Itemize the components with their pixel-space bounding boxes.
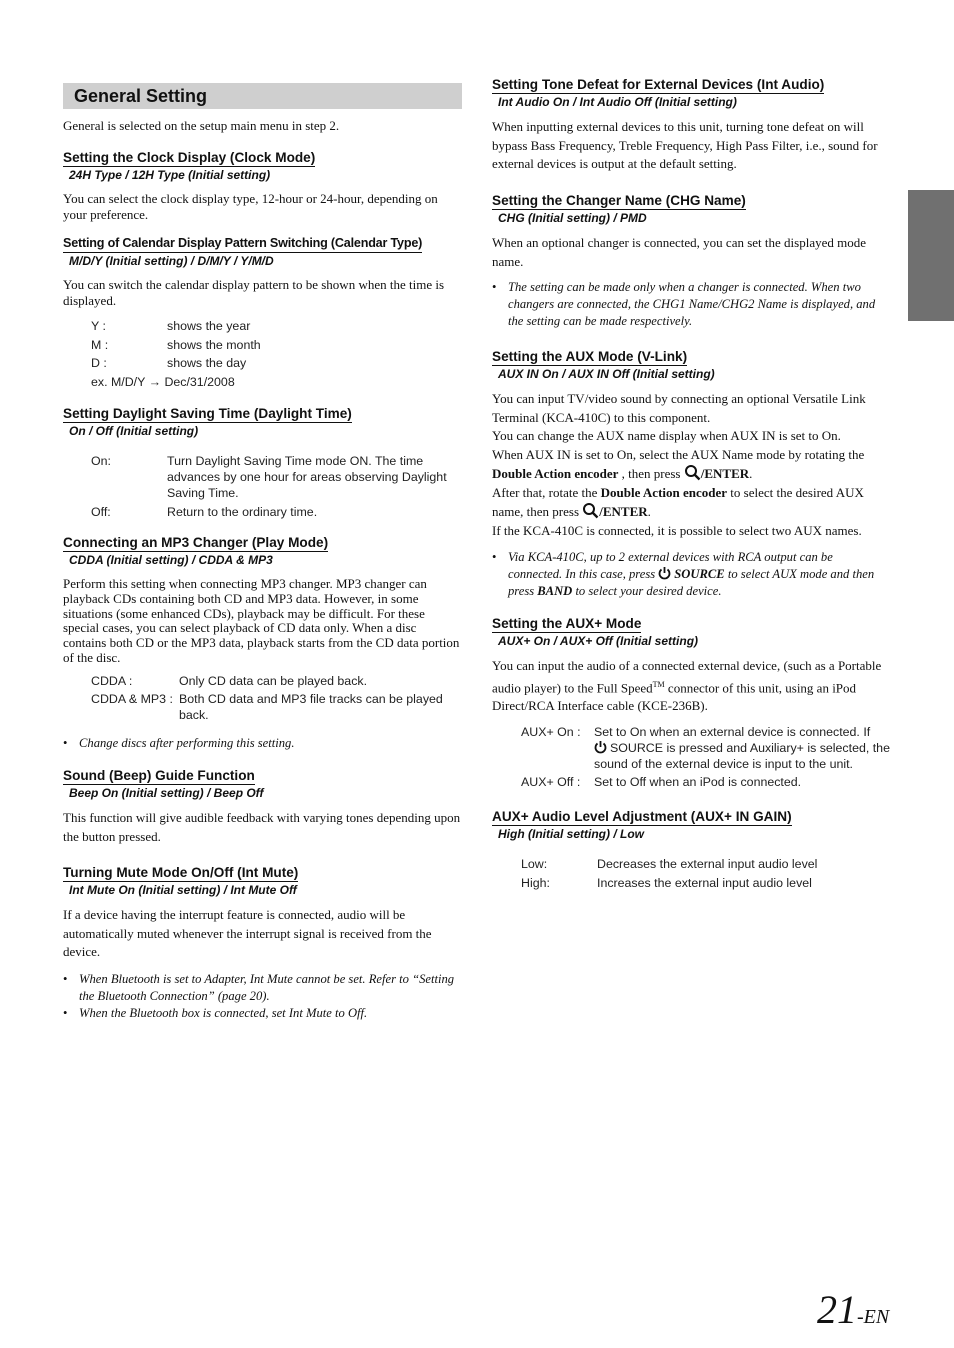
auxplus-heading: Setting the AUX+ Mode xyxy=(492,616,642,631)
intro-text: General is selected on the setup main menu in step 2. xyxy=(63,118,340,133)
definition-row xyxy=(91,504,462,520)
gain-heading: AUX+ Audio Level Adjustment (AUX+ IN GAIN) xyxy=(492,809,792,824)
mute-options: Int Mute On (Initial setting) / Int Mute Off xyxy=(69,883,297,897)
note-text: The setting can be made only when a changer is connected. When two changers are connected, the CHG1 Name/CHG2 Name is displayed, and the setting can be made respectively. xyxy=(508,280,876,328)
definition-row xyxy=(91,337,462,353)
calendar-definitions xyxy=(91,318,462,390)
definition-value: Return to the ordinary time. xyxy=(167,504,318,519)
definition-key: On: xyxy=(91,454,111,468)
aux-options: AUX IN On / AUX IN Off (Initial setting) xyxy=(498,367,715,381)
definition-row xyxy=(91,355,462,371)
chg-body: When an optional changer is connected, you can set the displayed mode name. xyxy=(492,235,866,269)
definition-text: Set to On when an external device is connected. If xyxy=(594,724,871,739)
aux-section xyxy=(492,348,890,600)
gain-definitions xyxy=(521,856,890,891)
definition-row xyxy=(521,724,890,772)
source-label: SOURCE xyxy=(610,740,664,755)
calendar-heading: Setting of Calendar Display Pattern Switching (Calendar Type) xyxy=(63,235,422,253)
definition-row xyxy=(521,774,890,790)
auxplus-definitions xyxy=(521,724,890,791)
source-label: SOURCE xyxy=(674,567,725,581)
bullet-dot: • xyxy=(63,736,68,751)
bullet-dot: • xyxy=(492,280,497,294)
bullet-dot: • xyxy=(492,550,497,564)
chg-heading: Setting the Changer Name (CHG Name) xyxy=(492,193,746,208)
power-icon xyxy=(658,566,671,580)
page-title: General Setting xyxy=(63,83,462,109)
calendar-body: You can switch the calendar display pattern to be shown when the time is displayed. xyxy=(63,277,445,308)
beep-options: Beep On (Initial setting) / Beep Off xyxy=(69,786,264,800)
definition-key: Low: xyxy=(521,857,548,871)
definition-row xyxy=(91,691,462,723)
chg-section xyxy=(492,192,890,330)
daylight-definitions xyxy=(91,453,462,520)
definition-row xyxy=(91,318,462,334)
auxplus-text: connector of this unit, using an iPod Direct/RCA Interface cable (KCE-236B). xyxy=(492,679,857,714)
daylight-section xyxy=(63,405,462,522)
aux-paragraph-4: After that, rotate the Double Action encoder to select the desired AUX name, then press /ENTER. xyxy=(492,484,864,519)
definition-text: is pressed and Auxiliary+ is selected, the sound of the external device is input to the unit. xyxy=(594,740,890,771)
mp3-definitions xyxy=(91,673,462,724)
band-label: BAND xyxy=(537,584,573,598)
tone-body: When inputting external devices to this unit, turning tone defeat on will bypass Bass Frequency, Treble Frequency, High Pass Filter, i.e., sound for external devices is output at the default setting. xyxy=(492,119,878,171)
search-icon xyxy=(684,464,701,481)
page-number-value: 21 xyxy=(817,1287,857,1332)
definition-value: Set to Off when an iPod is connected. xyxy=(594,775,802,790)
aux-note xyxy=(492,549,890,600)
auxplus-options: AUX+ On / AUX+ Off (Initial setting) xyxy=(498,634,699,648)
definition-value: Both CD data and MP3 file tracks can be played back. xyxy=(179,692,443,723)
definition-row xyxy=(91,453,462,501)
mp3-section xyxy=(63,534,462,752)
daylight-options: On / Off (Initial setting) xyxy=(69,424,199,438)
bullet-dot: • xyxy=(63,971,68,986)
tone-section xyxy=(492,76,890,174)
definition-value: shows the year xyxy=(167,319,251,333)
definition-value: Decreases the external input audio level xyxy=(597,857,818,871)
auxplus-text: You can input the audio of a connected external device, (such as a Portable audio player) to the Full Speed xyxy=(492,658,882,695)
definition-value: Increases the external input audio level xyxy=(597,875,812,890)
search-icon xyxy=(582,502,599,519)
definition-key: Y : xyxy=(91,319,106,333)
definition-key: M : xyxy=(91,337,109,352)
trademark-mark: TM xyxy=(652,679,665,689)
enter-label: /ENTER xyxy=(700,466,750,481)
mute-body: If a device having the interrupt feature is connected, audio will be automatically muted whenever the interrupt signal is received from the device. xyxy=(63,907,432,959)
mute-section xyxy=(63,864,462,1022)
aux-paragraph-3: When AUX IN is set to On, select the AUX Name mode by rotating the Double Action encoder , then press /ENTER. xyxy=(492,446,865,481)
aux-text: to select the desired AUX name, then press xyxy=(492,484,864,519)
aux-text: After that, rotate the xyxy=(492,484,598,500)
power-icon xyxy=(594,740,607,754)
definition-row xyxy=(91,673,462,689)
note-text: to select your desired device. xyxy=(575,584,722,598)
clock-body: You can select the clock display type, 12-hour or 24-hour, depending on your preference. xyxy=(63,191,438,222)
chg-options: CHG (Initial setting) / PMD xyxy=(498,211,647,225)
tone-options: Int Audio On / Int Audio Off (Initial setting) xyxy=(498,95,737,109)
note-text: Change discs after performing this setting. xyxy=(79,736,295,751)
definition-key: High: xyxy=(521,875,550,890)
page-number-suffix: -EN xyxy=(857,1306,890,1328)
definition-value xyxy=(594,724,890,772)
bullet-dot: • xyxy=(63,1005,68,1020)
enter-label: /ENTER xyxy=(599,504,648,519)
gain-options: High (Initial setting) / Low xyxy=(498,827,644,841)
page-number xyxy=(817,1288,889,1339)
calendar-section xyxy=(63,234,462,393)
clock-options: 24H Type / 12H Type (Initial setting) xyxy=(69,168,271,182)
definition-value: shows the day xyxy=(167,356,247,370)
definition-key: Off: xyxy=(91,504,111,519)
section-tab-marker xyxy=(908,190,954,321)
aux-paragraph-5: If the KCA-410C is connected, it is possible to select two AUX names. xyxy=(492,522,862,538)
beep-body: This function will give audible feedback with varying tones depending upon the button pressed. xyxy=(63,810,461,844)
encoder-label: Double Action encoder xyxy=(492,466,619,481)
encoder-label: Double Action encoder xyxy=(600,484,728,500)
definition-key: CDDA : xyxy=(91,673,133,688)
mute-heading: Turning Mute Mode On/Off (Int Mute) xyxy=(63,865,299,880)
note-text: When Bluetooth is set to Adapter, Int Mute cannot be set. Refer to “Setting the Bluetooth Connection” (page 20). xyxy=(79,971,455,1003)
definition-key: AUX+ On : xyxy=(521,724,581,739)
beep-section xyxy=(63,767,462,846)
note-text: Via KCA-410C, up to 2 external devices with RCA output can be connected. In this case, press xyxy=(508,550,833,581)
definition-value: shows the month xyxy=(167,337,261,352)
mp3-options: CDDA (Initial setting) / CDDA & MP3 xyxy=(69,553,273,567)
aux-text: When AUX IN is set to On, select the AUX Name mode by rotating the xyxy=(492,446,865,462)
tone-heading: Setting Tone Defeat for External Devices (Int Audio) xyxy=(492,77,825,92)
aux-paragraph-1: You can input TV/video sound by connecting an optional Versatile Link Terminal (KCA-410C) to this component. xyxy=(492,391,866,425)
mp3-heading: Connecting an MP3 Changer (Play Mode) xyxy=(63,535,329,550)
beep-heading: Sound (Beep) Guide Function xyxy=(63,768,255,783)
mute-note xyxy=(63,1005,462,1022)
mp3-note xyxy=(63,735,462,752)
definition-row xyxy=(521,875,890,891)
clock-heading: Setting the Clock Display (Clock Mode) xyxy=(63,150,316,165)
definition-key: AUX+ Off : xyxy=(521,775,581,790)
gain-section xyxy=(492,808,890,893)
definition-key: D : xyxy=(91,356,107,370)
auxplus-section xyxy=(492,615,890,793)
mp3-body: Perform this setting when connecting MP3 changer. MP3 changer can playback CDs containing both CD and MP3 data. However, in some situations (some enhanced CDs), playback may be difficult. For these special cases, you can select playback of CD data only. When a disc contains both CD or the MP3 data, playback starts from the CD data portion of the disc. xyxy=(63,576,460,665)
aux-heading: Setting the AUX Mode (V-Link) xyxy=(492,349,688,364)
definition-key: CDDA & MP3 : xyxy=(91,692,173,707)
definition-value: Turn Daylight Saving Time mode ON. The time advances by one hour for areas observing Daylight Saving Time. xyxy=(167,454,447,500)
definition-value: Only CD data can be played back. xyxy=(179,673,368,688)
clock-section xyxy=(63,149,462,223)
aux-text: , then press xyxy=(621,466,681,481)
aux-body xyxy=(492,390,890,540)
mute-note xyxy=(63,971,462,1005)
note-text: to select AUX mode and then press xyxy=(508,567,875,598)
chg-note xyxy=(492,279,890,330)
note-text: When the Bluetooth box is connected, set Int Mute to Off. xyxy=(79,1005,368,1020)
definition-row xyxy=(521,856,890,872)
calendar-example: ex. M/D/Y → Dec/31/2008 xyxy=(91,375,235,389)
calendar-options: M/D/Y (Initial setting) / D/M/Y / Y/M/D xyxy=(69,254,274,268)
auxplus-body xyxy=(492,657,890,716)
daylight-heading: Setting Daylight Saving Time (Daylight Time) xyxy=(63,406,352,421)
aux-paragraph-2: You can change the AUX name display when AUX IN is set to On. xyxy=(492,428,841,443)
